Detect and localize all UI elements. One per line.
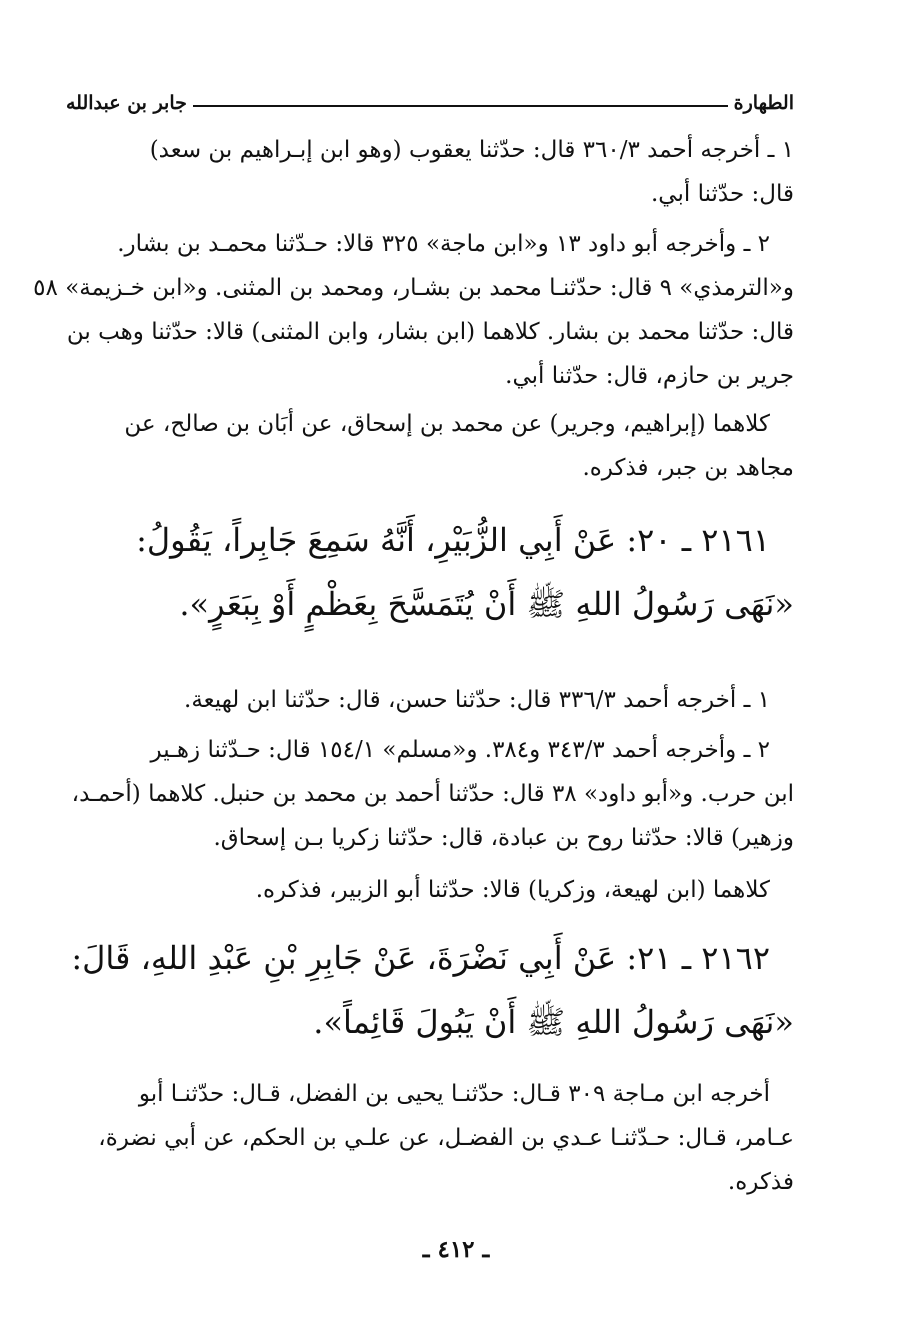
takhrij-block-6 [66, 868, 794, 912]
text-line: عـامر، قـال: حـدّثنـا عـدي بن الفضـل، عن علـي بن الحكم، عن أبي نضرة، [98, 1125, 794, 1151]
text-line: كلاهما (ابن لهيعة، وزكريا) قالا: حدّثنا أبو الزبير، فذكره. [255, 877, 770, 903]
text-line: ٢ ـ وأخرجه أحمد ٣٤٣/٣ و٣٨٤. و«مسلم» ١٥٤/١ قال: حـدّثنا زهـير [150, 737, 770, 763]
takhrij-block-5 [66, 728, 794, 860]
text-line: فذكره. [727, 1169, 794, 1195]
hadith-line: «نَهَى رَسُولُ اللهِ ﷺ أَنْ يَبُولَ قَائِماً». [313, 1003, 794, 1041]
text-line: ابن حرب. و«أبو داود» ٣٨ قال: حدّثنا أحمد بن محمد بن حنبل. كلاهما (أحمـد، [71, 781, 794, 807]
running-header [66, 88, 794, 114]
hadith-line: ٢١٦٢ ـ ٢١: عَنْ أَبِي نَضْرَةَ، عَنْ جَابِرِ بْنِ عَبْدِ اللهِ، قَالَ: [71, 939, 770, 977]
text-line: ١ ـ أخرجه أحمد ٣٦٠/٣ قال: حدّثنا يعقوب (وهو ابن إبـراهيم بن سعد) [149, 137, 794, 163]
text-line: قال: حدّثنا محمد بن بشار. كلاهما (ابن بشار، وابن المثنى) قالا: حدّثنا وهب بن [66, 319, 794, 345]
text-line: ١ ـ أخرجه أحمد ٣٣٦/٣ قال: حدّثنا حسن، قال: حدّثنا ابن لهيعة. [184, 687, 770, 713]
text-line: وزهير) قالا: حدّثنا روح بن عبادة، قال: حدّثنا زكريا بـن إسحاق. [213, 825, 794, 851]
text-line: ٢ ـ وأخرجه أبو داود ١٣ و«ابن ماجة» ٣٢٥ قالا: حـدّثنا محمـد بن بشار. [117, 231, 770, 257]
takhrij-block-1 [66, 128, 794, 216]
takhrij-block-2 [33, 222, 794, 398]
takhrij-block-4 [66, 678, 794, 722]
hadith-line: ٢١٦١ ـ ٢٠: عَنْ أَبِي الزُّبَيْرِ، أَنَّهُ سَمِعَ جَابِراً، يَقُولُ: [136, 521, 770, 559]
text-line: أخرجه ابن مـاجة ٣٠٩ قـال: حدّثنـا يحيى بن الفضل، قـال: حدّثنـا أبو [138, 1081, 770, 1107]
hadith-line: «نَهَى رَسُولُ اللهِ ﷺ أَنْ يُتَمَسَّحَ بِعَظْمٍ أَوْ بِبَعَرٍ». [179, 585, 794, 623]
hadith-2162 [66, 926, 794, 1054]
header-section-title: جابر بن عبدالله [66, 92, 187, 114]
text-line: قال: حدّثنا أبي. [651, 181, 794, 207]
page-number: ـ ٤١٢ ـ [422, 1236, 490, 1263]
text-line: كلاهما (إبراهيم، وجرير) عن محمد بن إسحاق، عن أبَان بن صالح، عن [124, 411, 770, 437]
hadith-2161 [66, 508, 794, 636]
text-line: جرير بن حازم، قال: حدّثنا أبي. [505, 363, 794, 389]
header-rule [193, 105, 728, 107]
takhrij-block-7 [66, 1072, 794, 1204]
takhrij-block-3 [66, 402, 794, 490]
header-chapter-title: الطهارة [733, 92, 794, 114]
text-line: و«الترمذي» ٩ قال: حدّثنـا محمد بن بشـار، ومحمد بن المثنى. و«ابن خـزيمة» ٥٨ [33, 275, 794, 301]
text-line: مجاهد بن جبر، فذكره. [582, 455, 794, 481]
